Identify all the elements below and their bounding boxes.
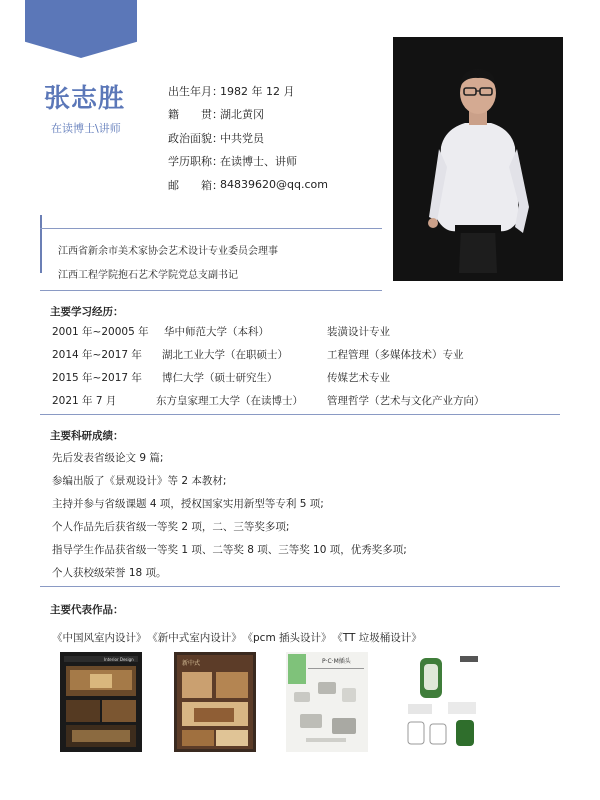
education-row [52,324,572,344]
edu-major: 装潢设计专业 [327,326,390,338]
work-title: 《新中式室内设计》 [152,632,242,644]
research-item: 主持并参与省级课题 4 项，授权国家实用新型等专利 5 项; [52,498,324,510]
work-title: 《TT 垃圾桶设计》 [337,632,422,644]
edu-major: 工程管理（多媒体技术）专业 [327,349,464,361]
edu-school: 博仁大学（硕士研究生） [162,372,278,384]
research-item: 个人获校级荣誉 18 项。 [52,567,167,579]
edu-school: 华中师范大学（本科） [164,326,269,338]
thumb-label: 新中式 [182,660,201,667]
info-value: 中共党员 [220,131,264,145]
info-label: 政治面貌： [168,131,223,145]
edu-school: 湖北工业大学（在职硕士） [162,349,288,361]
research-item: 参编出版了《景观设计》等 2 本教材; [52,475,227,487]
works-list [52,630,428,645]
work-title: 《中国风室内设计》 [52,632,147,644]
thumb-label: P·C·M插头 [322,658,351,665]
info-value: 1982 年 12 月 [220,84,295,98]
work-title: 《pcm 插头设计》 [247,632,332,644]
info-row-degree [168,150,328,174]
info-value: 在读博士、讲师 [220,155,297,169]
divider-education [40,414,560,415]
edu-major: 传媒艺术专业 [327,372,390,384]
education-title: 主要学习经历： [50,306,124,318]
info-value: 84839620@qq.com [220,178,328,192]
work-thumbnail-chinese-interior [60,652,142,752]
person-name: 张志胜 [44,84,126,114]
education-row [52,393,572,413]
personal-info [168,79,328,197]
research-item: 个人作品先后获省级一等奖 2 项，二、三等奖多项; [52,521,290,533]
edu-period: 2015 年~2017 年 [52,372,142,384]
research-item: 先后发表省级论文 9 篇; [52,452,164,464]
edu-period: 2001 年~20005 年 [52,326,149,338]
info-label: 学历职称： [168,155,223,169]
edu-major: 管理哲学（艺术与文化产业方向） [327,395,485,407]
info-label: 邮 箱： [168,178,223,192]
info-row-birth [168,79,328,103]
research-item: 指导学生作品获省级一等奖 1 项、二等奖 8 项、三等奖 10 项，优秀奖多项; [52,544,407,556]
work-thumbnail-new-chinese-interior [174,652,256,752]
works-title: 主要代表作品： [50,604,124,616]
person-subtitle: 在读博士\讲师 [51,122,121,135]
edu-school: 东方皇家理工大学（在读博士） [156,395,303,407]
profile-photo [393,37,563,281]
divider-affiliation-top [40,228,382,229]
affiliation-1: 江西省新余市美术家协会艺术设计专业委员会理事 [58,246,278,257]
header-banner [25,0,137,58]
divider-affiliation-bottom [40,290,382,291]
affiliation-2: 江西工程学院抱石艺术学院党总支副书记 [58,270,238,281]
education-row [52,370,572,390]
education-row [52,347,572,367]
edu-period: 2014 年~2017 年 [52,349,142,361]
thumb-label: Interior Design [104,657,134,662]
info-value: 湖北黄冈 [220,108,264,122]
info-row-politics [168,126,328,150]
work-thumbnail-tt-bin [400,652,482,752]
research-title: 主要科研成绩： [50,430,124,442]
info-row-email [168,173,328,197]
divider-vertical [40,215,42,273]
info-label: 出生年月： [168,84,223,98]
edu-period: 2021 年 7 月 [52,395,117,407]
work-thumbnail-pcm-plug [286,652,368,752]
info-row-origin [168,103,328,127]
divider-research [40,586,560,587]
info-label: 籍 贯： [168,108,223,122]
